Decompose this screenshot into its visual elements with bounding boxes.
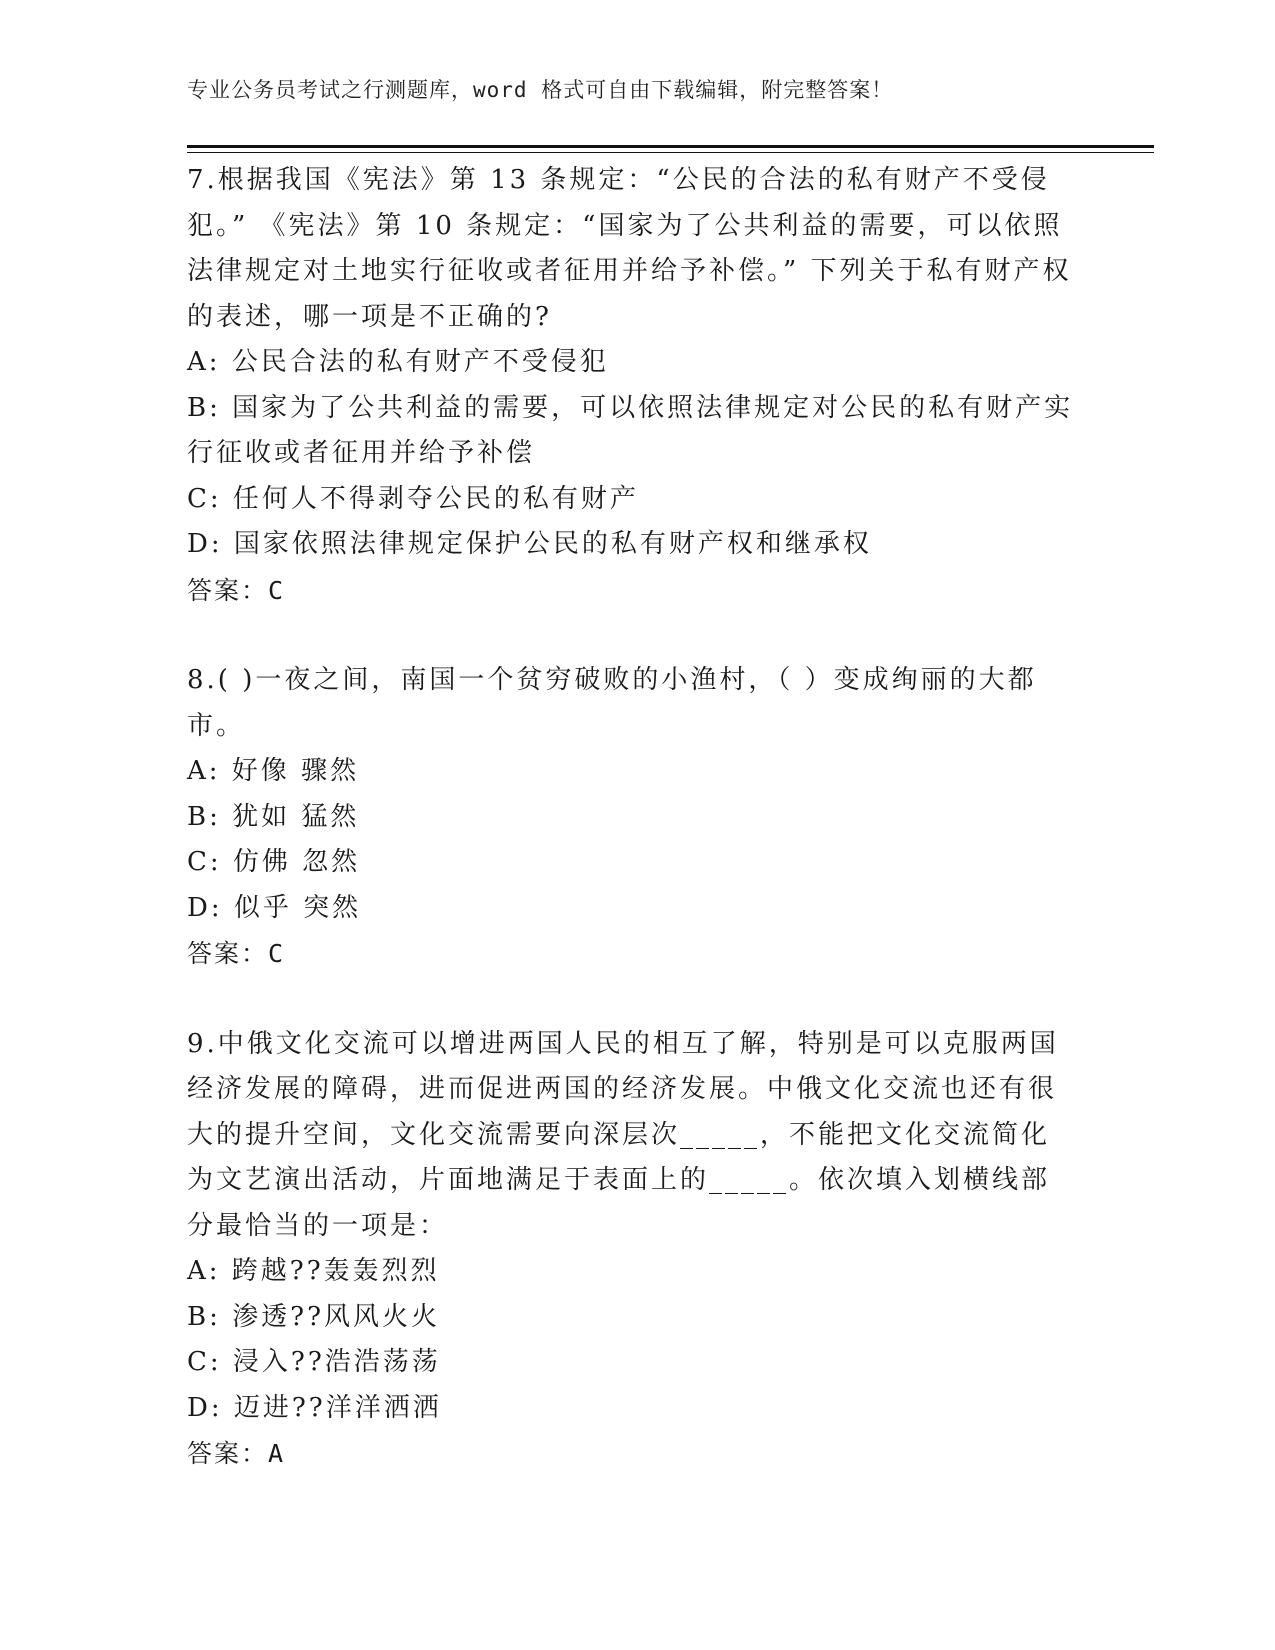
question-9: [187, 1022, 1077, 1477]
answer-value: C: [268, 939, 286, 968]
question-text: 9.中俄文化交流可以增进两国人民的相互了解，特别是可以克服两国经济发展的障碍，进而促进两国的经济发展。中俄文化交流也还有很大的提升空间，文化交流需要向深层次_____，不能把文化交流简化为文艺演出活动，片面地满足于表面上的_____。依次填入划横线部分最恰当的一项是：: [187, 1028, 1059, 1241]
answer-line: [187, 568, 1077, 614]
answer-value: A: [268, 1439, 286, 1468]
option-c: C: 仿佛 忽然: [187, 847, 361, 877]
answer-label: 答案：: [187, 575, 269, 605]
answer-value: C: [268, 575, 286, 605]
option-b: B: 犹如 猛然: [187, 801, 360, 832]
question-list: [187, 158, 1077, 1522]
question-7: [187, 158, 1077, 613]
answer-label: 答案：: [187, 1439, 269, 1468]
option-d: D: 迈进??洋洋洒洒: [187, 1392, 442, 1423]
option-a: A: 跨越??轰轰烈烈: [187, 1256, 440, 1286]
option-d: D: 似乎 突然: [187, 892, 362, 923]
option-c: C: 任何人不得剥夺公民的私有财产: [187, 483, 639, 514]
option-b: B: 渗透??风风火火: [187, 1301, 441, 1332]
option-a: A: 好像 骤然: [187, 756, 360, 786]
answer-line: [187, 1431, 1077, 1477]
header-rule-thick: [187, 145, 1154, 148]
question-text: 7.根据我国《宪法》第 13 条规定：“公民的合法的私有财产不受侵犯。” 《宪法》第 10 条规定：“国家为了公共利益的需要，可以依照法律规定对土地实行征收或者征用并给予补偿。” 下列关于私有财产权的表述，哪一项是不正确的?: [187, 165, 1072, 332]
option-a: A: 公民合法的私有财产不受侵犯: [187, 347, 609, 377]
header-rule-thin: [187, 152, 1154, 153]
page-header: 专业公务员考试之行测题库，word 格式可自由下载编辑，附完整答案！: [187, 78, 894, 102]
question-8: [187, 658, 1077, 977]
option-b: B: 国家为了公共利益的需要，可以依照法律规定对公民的私有财产实行征收或者征用并给予补偿: [187, 392, 1074, 468]
option-c: C: 浸入??浩浩荡荡: [187, 1347, 441, 1377]
answer-label: 答案：: [187, 939, 269, 968]
option-d: D: 国家依照法律规定保护公民的私有财产权和继承权: [187, 529, 872, 559]
answer-line: [187, 931, 1077, 977]
question-text: 8.( )一夜之间，南国一个贫穷破败的小渔村，（ ）变成绚丽的大都市。: [187, 665, 1037, 741]
